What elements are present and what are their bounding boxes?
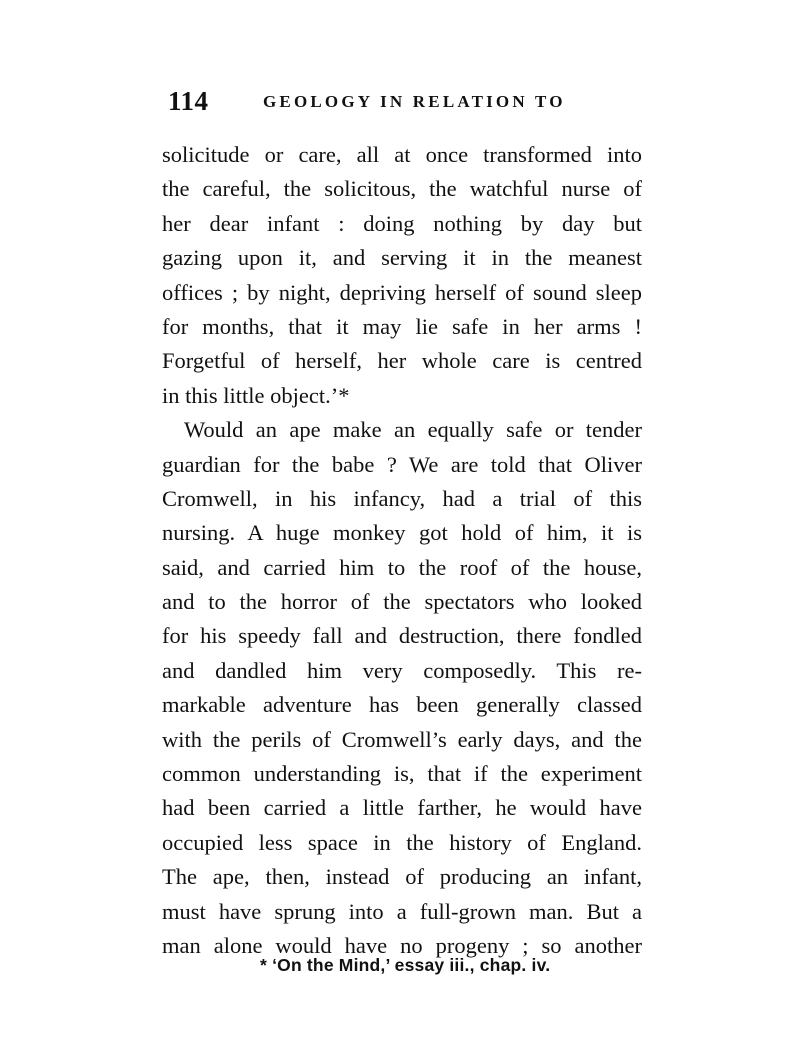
text-line: her dear infant : doing nothing by day but [162,210,642,236]
text-line: said, and carried him to the roof of the house, [162,554,642,580]
text-line: must have sprung into a full-grown man. But a [162,898,642,924]
text-line: Forgetful of herself, her whole care is centred [162,348,642,374]
text-line: for his speedy fall and destruction, there fondled [162,623,642,649]
text-line: markable adventure has been generally classed [162,692,642,718]
text-line: and to the horror of the spectators who looked [162,589,642,615]
text-line: for months, that it may lie safe in her arms ! [162,313,642,339]
text-line: The ape, then, instead of producing an infant, [162,864,642,890]
text-line: Would an ape make an equally safe or tender [184,417,642,443]
running-head: GEOLOGY IN RELATION TO [263,92,566,111]
text-line: man alone would have no progeny ; so another [162,932,642,958]
page-number: 114 [168,86,209,116]
text-line: occupied less space in the history of England. [162,829,642,855]
text-line: in this little object.’* [162,382,350,408]
text-line: gazing upon it, and serving it in the meanest [162,245,642,271]
body-text [162,138,642,963]
text-line: Cromwell, in his infancy, had a trial of this [162,485,642,511]
text-line: and dandled him very composedly. This re- [162,657,642,683]
text-line: common understanding is, that if the experiment [162,761,642,787]
text-line: guardian for the babe ? We are told that Oliver [162,451,642,477]
page-header [168,86,648,120]
text-line: offices ; by night, depriving herself of sound sleep [162,279,642,305]
text-line: with the perils of Cromwell’s early days, and the [162,726,642,752]
footnote: * ‘On the Mind,’ essay iii., chap. iv. [260,955,551,975]
text-line: the careful, the solicitous, the watchful nurse of [162,176,642,202]
text-line: nursing. A huge monkey got hold of him, it is [162,520,642,546]
text-line: had been carried a little farther, he would have [162,795,642,821]
text-line: solicitude or care, all at once transformed into [162,142,642,167]
